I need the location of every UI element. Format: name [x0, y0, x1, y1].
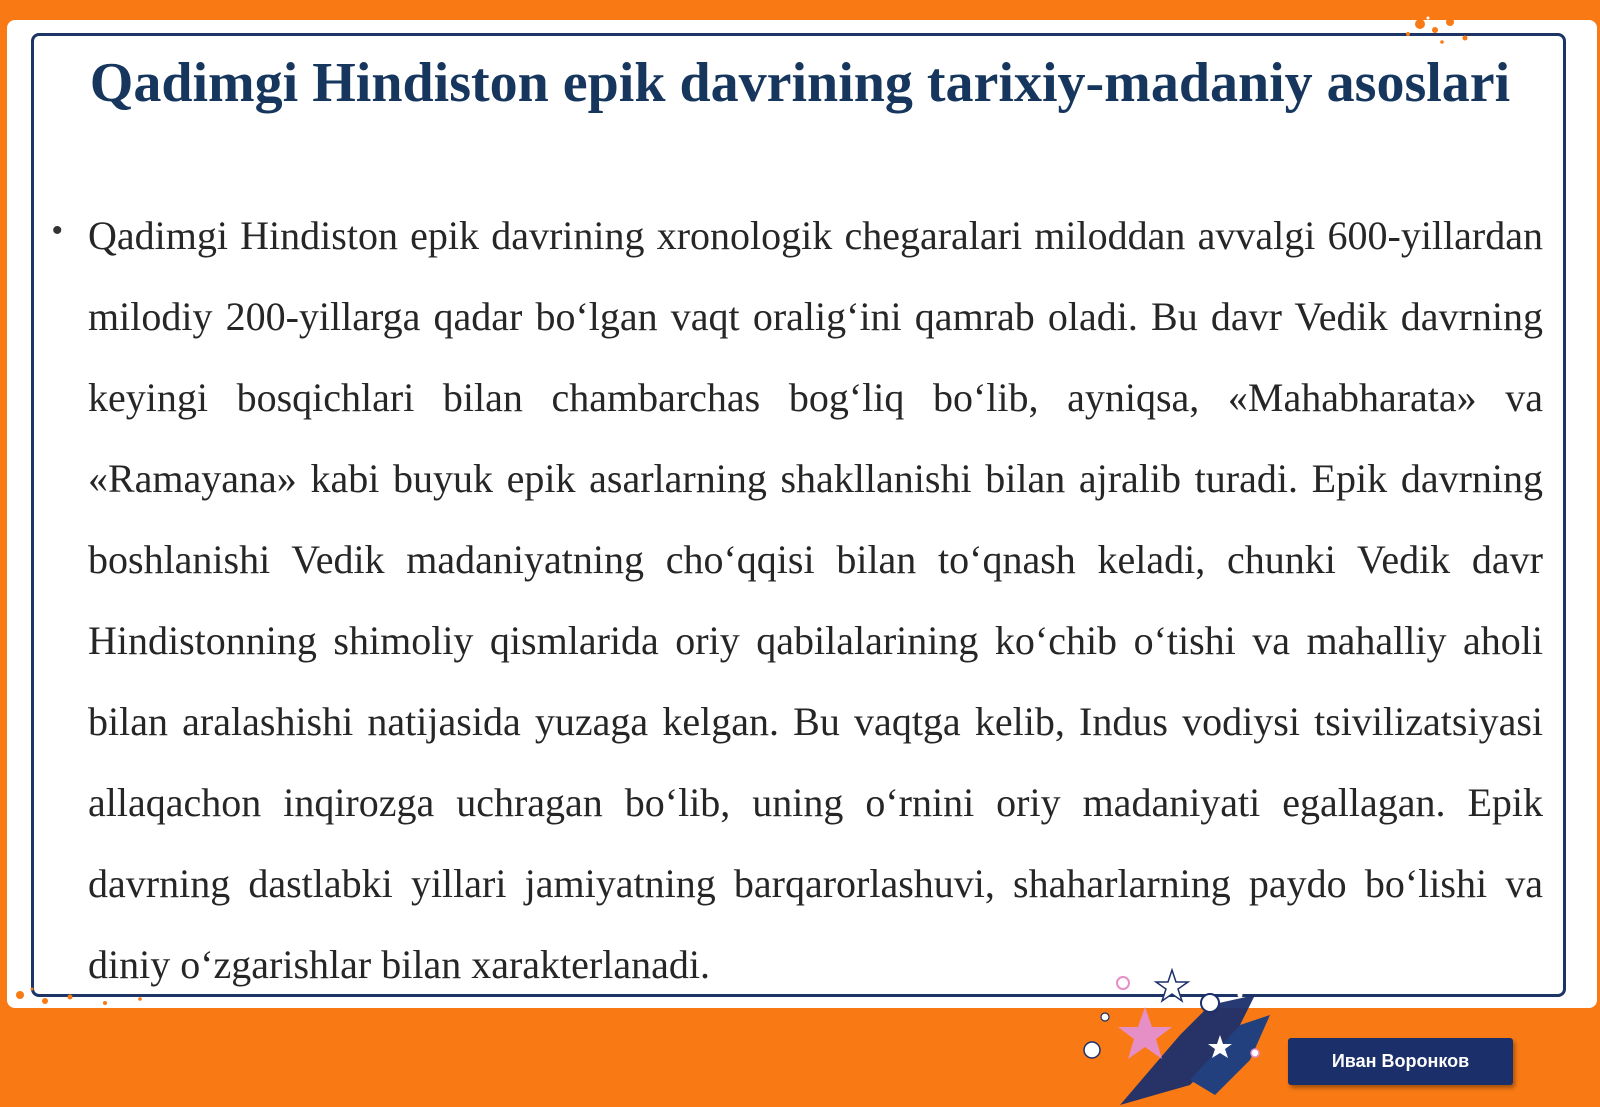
author-name-badge: Иван Воронков: [1288, 1038, 1513, 1085]
bullet-point-icon: •: [52, 214, 63, 247]
slide-title: Qadimgi Hindiston epik davrining tarixiy-madaniy asoslari: [89, 52, 1511, 114]
slide-body-text: Qadimgi Hindiston epik davrining xronologik chegaralari miloddan avvalgi 600-yillardan milodiy 200-yillarga qadar bo‘lgan vaqt oralig‘ini qamrab oladi. Bu davr Vedik davrning keyingi bosqichlari bilan chambarchas bog‘liq bo‘lib, ayniqsa, «Mahabharata» va «Ramayana» kabi buyuk epik asarlarning shakllanishi bilan ajralib turadi. Epik davrning boshlanishi Vedik madaniyatning cho‘qqisi bilan to‘qnash keladi, chunki Vedik davr Hindistonning shimoliy qismlarida oriy qabilalarining ko‘chib o‘tishi va mahalliy aholi bilan aralashishi natijasida yuzaga kelgan. Bu vaqtga kelib, Indus vodiysi tsivilizatsiyasi allaqachon inqirozga uchragan bo‘lib, uning o‘rnini oriy madaniyati egallagan. Epik davrning dastlabki yillari jamiyatning barqarorlashuvi, shaharlarning paydo bo‘lishi va diniy o‘zgarishlar bilan xarakterlanadi.: [88, 213, 1543, 987]
stars-and-circles-decoration: [1080, 965, 1300, 1107]
